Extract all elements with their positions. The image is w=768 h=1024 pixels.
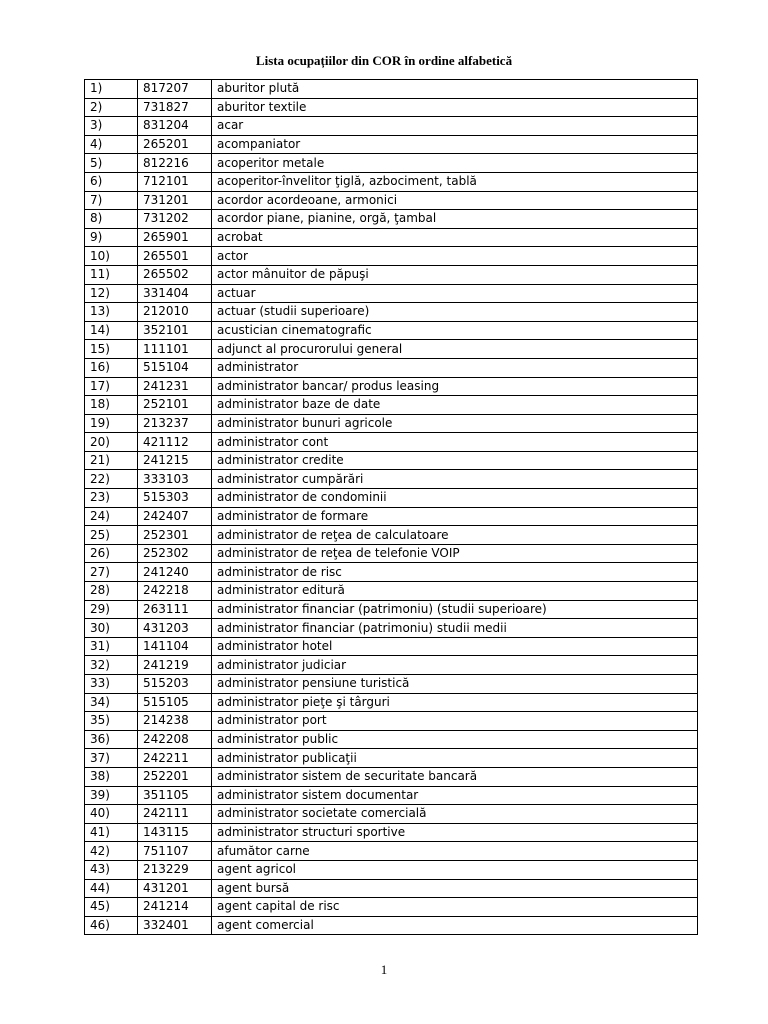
occupation-name-cell: administrator port bbox=[212, 712, 698, 731]
cor-code-cell: 213237 bbox=[138, 414, 212, 433]
row-index-cell: 18) bbox=[85, 396, 138, 415]
row-index-cell: 14) bbox=[85, 321, 138, 340]
occupation-name-cell: acordor acordeoane, armonici bbox=[212, 191, 698, 210]
occupation-name-cell: acompaniator bbox=[212, 135, 698, 154]
occupation-name-cell: administrator de condominii bbox=[212, 489, 698, 508]
cor-code-cell: 241240 bbox=[138, 563, 212, 582]
row-index-cell: 19) bbox=[85, 414, 138, 433]
occupation-name-cell: aburitor plută bbox=[212, 80, 698, 99]
occupation-name-cell: acrobat bbox=[212, 228, 698, 247]
cor-code-cell: 263111 bbox=[138, 600, 212, 619]
table-row bbox=[85, 321, 698, 340]
cor-code-cell: 265201 bbox=[138, 135, 212, 154]
cor-code-cell: 242208 bbox=[138, 730, 212, 749]
table-row bbox=[85, 358, 698, 377]
row-index-cell: 2) bbox=[85, 98, 138, 117]
table-row bbox=[85, 786, 698, 805]
table-row bbox=[85, 303, 698, 322]
row-index-cell: 44) bbox=[85, 879, 138, 898]
occupation-name-cell: aburitor textile bbox=[212, 98, 698, 117]
table-row bbox=[85, 433, 698, 452]
row-index-cell: 26) bbox=[85, 544, 138, 563]
occupation-name-cell: administrator pieţe şi târguri bbox=[212, 693, 698, 712]
row-index-cell: 39) bbox=[85, 786, 138, 805]
table-row bbox=[85, 414, 698, 433]
cor-code-cell: 143115 bbox=[138, 823, 212, 842]
cor-code-cell: 241231 bbox=[138, 377, 212, 396]
row-index-cell: 22) bbox=[85, 470, 138, 489]
cor-code-cell: 265502 bbox=[138, 265, 212, 284]
occupation-name-cell: adjunct al procurorului general bbox=[212, 340, 698, 359]
occupation-name-cell: administrator de reţea de calculatoare bbox=[212, 526, 698, 545]
occupation-name-cell: agent comercial bbox=[212, 916, 698, 935]
occupation-name-cell: administrator de reţea de telefonie VOIP bbox=[212, 544, 698, 563]
row-index-cell: 12) bbox=[85, 284, 138, 303]
occupation-name-cell: administrator structuri sportive bbox=[212, 823, 698, 842]
table-row bbox=[85, 284, 698, 303]
occupation-name-cell: administrator baze de date bbox=[212, 396, 698, 415]
table-row bbox=[85, 898, 698, 917]
row-index-cell: 15) bbox=[85, 340, 138, 359]
row-index-cell: 41) bbox=[85, 823, 138, 842]
table-row bbox=[85, 117, 698, 136]
occupation-name-cell: actor bbox=[212, 247, 698, 266]
cor-code-cell: 515104 bbox=[138, 358, 212, 377]
occupation-name-cell: agent capital de risc bbox=[212, 898, 698, 917]
row-index-cell: 32) bbox=[85, 656, 138, 675]
occupation-name-cell: administrator societate comercială bbox=[212, 805, 698, 824]
row-index-cell: 35) bbox=[85, 712, 138, 731]
table-row bbox=[85, 377, 698, 396]
cor-code-cell: 213229 bbox=[138, 860, 212, 879]
cor-code-cell: 331404 bbox=[138, 284, 212, 303]
occupation-name-cell: administrator de risc bbox=[212, 563, 698, 582]
row-index-cell: 36) bbox=[85, 730, 138, 749]
occupation-name-cell: actuar (studii superioare) bbox=[212, 303, 698, 322]
row-index-cell: 45) bbox=[85, 898, 138, 917]
cor-code-cell: 111101 bbox=[138, 340, 212, 359]
cor-code-cell: 515203 bbox=[138, 675, 212, 694]
cor-code-cell: 242218 bbox=[138, 582, 212, 601]
cor-code-cell: 241219 bbox=[138, 656, 212, 675]
table-row bbox=[85, 805, 698, 824]
occupation-name-cell: acoperitor-învelitor ţiglă, azbociment, tablă bbox=[212, 172, 698, 191]
table-row bbox=[85, 730, 698, 749]
row-index-cell: 4) bbox=[85, 135, 138, 154]
occupation-name-cell: administrator financiar (patrimoniu) studii medii bbox=[212, 619, 698, 638]
row-index-cell: 13) bbox=[85, 303, 138, 322]
table-row bbox=[85, 191, 698, 210]
row-index-cell: 38) bbox=[85, 767, 138, 786]
table-row bbox=[85, 489, 698, 508]
cor-code-cell: 332401 bbox=[138, 916, 212, 935]
table-row bbox=[85, 656, 698, 675]
occupation-name-cell: acoperitor metale bbox=[212, 154, 698, 173]
row-index-cell: 42) bbox=[85, 842, 138, 861]
page-title: Lista ocupațiilor din COR în ordine alfabetică bbox=[255, 53, 513, 68]
cor-code-cell: 421112 bbox=[138, 433, 212, 452]
cor-code-cell: 241215 bbox=[138, 451, 212, 470]
occupation-name-cell: actor mânuitor de păpuşi bbox=[212, 265, 698, 284]
occupation-name-cell: acordor piane, pianine, orgă, ţambal bbox=[212, 210, 698, 229]
cor-code-cell: 252301 bbox=[138, 526, 212, 545]
cor-code-cell: 817207 bbox=[138, 80, 212, 99]
table-row bbox=[85, 693, 698, 712]
occupation-name-cell: administrator bancar/ produs leasing bbox=[212, 377, 698, 396]
table-row bbox=[85, 98, 698, 117]
table-row bbox=[85, 582, 698, 601]
cor-code-cell: 351105 bbox=[138, 786, 212, 805]
occupation-name-cell: acar bbox=[212, 117, 698, 136]
row-index-cell: 33) bbox=[85, 675, 138, 694]
row-index-cell: 28) bbox=[85, 582, 138, 601]
table-row bbox=[85, 396, 698, 415]
table-row bbox=[85, 842, 698, 861]
row-index-cell: 40) bbox=[85, 805, 138, 824]
table-row bbox=[85, 340, 698, 359]
table-row bbox=[85, 637, 698, 656]
occupation-name-cell: administrator judiciar bbox=[212, 656, 698, 675]
cor-code-cell: 831204 bbox=[138, 117, 212, 136]
occupation-name-cell: administrator credite bbox=[212, 451, 698, 470]
row-index-cell: 11) bbox=[85, 265, 138, 284]
occupation-name-cell: agent agricol bbox=[212, 860, 698, 879]
table-row bbox=[85, 80, 698, 99]
row-index-cell: 20) bbox=[85, 433, 138, 452]
occupation-name-cell: administrator cont bbox=[212, 433, 698, 452]
row-index-cell: 34) bbox=[85, 693, 138, 712]
cor-code-cell: 352101 bbox=[138, 321, 212, 340]
occupation-name-cell: afumător carne bbox=[212, 842, 698, 861]
table-row bbox=[85, 563, 698, 582]
table-row bbox=[85, 749, 698, 768]
row-index-cell: 24) bbox=[85, 507, 138, 526]
table-row bbox=[85, 767, 698, 786]
row-index-cell: 30) bbox=[85, 619, 138, 638]
row-index-cell: 25) bbox=[85, 526, 138, 545]
cor-code-cell: 252302 bbox=[138, 544, 212, 563]
row-index-cell: 8) bbox=[85, 210, 138, 229]
table-row bbox=[85, 265, 698, 284]
row-index-cell: 21) bbox=[85, 451, 138, 470]
occupation-name-cell: administrator sistem documentar bbox=[212, 786, 698, 805]
table-row bbox=[85, 916, 698, 935]
table-row bbox=[85, 526, 698, 545]
table-row bbox=[85, 712, 698, 731]
table-row bbox=[85, 675, 698, 694]
cor-code-cell: 212010 bbox=[138, 303, 212, 322]
row-index-cell: 23) bbox=[85, 489, 138, 508]
cor-code-cell: 242211 bbox=[138, 749, 212, 768]
table-row bbox=[85, 860, 698, 879]
occupation-name-cell: administrator hotel bbox=[212, 637, 698, 656]
cor-code-cell: 141104 bbox=[138, 637, 212, 656]
cor-code-cell: 242407 bbox=[138, 507, 212, 526]
cor-code-cell: 515105 bbox=[138, 693, 212, 712]
cor-code-cell: 515303 bbox=[138, 489, 212, 508]
row-index-cell: 17) bbox=[85, 377, 138, 396]
cor-code-cell: 431203 bbox=[138, 619, 212, 638]
row-index-cell: 27) bbox=[85, 563, 138, 582]
table-row bbox=[85, 823, 698, 842]
table-row bbox=[85, 210, 698, 229]
cor-code-cell: 812216 bbox=[138, 154, 212, 173]
table-row bbox=[85, 544, 698, 563]
table-row bbox=[85, 451, 698, 470]
row-index-cell: 5) bbox=[85, 154, 138, 173]
occupation-name-cell: administrator pensiune turistică bbox=[212, 675, 698, 694]
occupation-name-cell: administrator public bbox=[212, 730, 698, 749]
row-index-cell: 31) bbox=[85, 637, 138, 656]
row-index-cell: 7) bbox=[85, 191, 138, 210]
row-index-cell: 16) bbox=[85, 358, 138, 377]
occupation-name-cell: administrator publicaţii bbox=[212, 749, 698, 768]
table-row bbox=[85, 619, 698, 638]
occupation-name-cell: agent bursă bbox=[212, 879, 698, 898]
row-index-cell: 9) bbox=[85, 228, 138, 247]
cor-code-cell: 265901 bbox=[138, 228, 212, 247]
cor-code-cell: 751107 bbox=[138, 842, 212, 861]
occupation-name-cell: administrator cumpărări bbox=[212, 470, 698, 489]
row-index-cell: 10) bbox=[85, 247, 138, 266]
cor-code-cell: 252201 bbox=[138, 767, 212, 786]
table-row bbox=[85, 879, 698, 898]
table-row bbox=[85, 247, 698, 266]
row-index-cell: 43) bbox=[85, 860, 138, 879]
cor-code-cell: 252101 bbox=[138, 396, 212, 415]
occupation-name-cell: administrator bunuri agricole bbox=[212, 414, 698, 433]
cor-code-cell: 731201 bbox=[138, 191, 212, 210]
occupations-table-body bbox=[85, 80, 698, 935]
row-index-cell: 3) bbox=[85, 117, 138, 136]
cor-code-cell: 265501 bbox=[138, 247, 212, 266]
occupation-name-cell: administrator bbox=[212, 358, 698, 377]
occupation-name-cell: administrator sistem de securitate bancară bbox=[212, 767, 698, 786]
cor-code-cell: 214238 bbox=[138, 712, 212, 731]
table-row bbox=[85, 507, 698, 526]
cor-code-cell: 712101 bbox=[138, 172, 212, 191]
cor-code-cell: 242111 bbox=[138, 805, 212, 824]
page-number: 1 bbox=[380, 962, 388, 977]
cor-code-cell: 333103 bbox=[138, 470, 212, 489]
table-row bbox=[85, 600, 698, 619]
cor-code-cell: 731202 bbox=[138, 210, 212, 229]
row-index-cell: 1) bbox=[85, 80, 138, 99]
occupation-name-cell: administrator financiar (patrimoniu) (studii superioare) bbox=[212, 600, 698, 619]
cor-code-cell: 731827 bbox=[138, 98, 212, 117]
occupation-name-cell: actuar bbox=[212, 284, 698, 303]
cor-code-cell: 241214 bbox=[138, 898, 212, 917]
occupation-name-cell: acustician cinematografic bbox=[212, 321, 698, 340]
cor-code-cell: 431201 bbox=[138, 879, 212, 898]
table-row bbox=[85, 135, 698, 154]
occupations-table bbox=[84, 79, 698, 935]
row-index-cell: 37) bbox=[85, 749, 138, 768]
row-index-cell: 46) bbox=[85, 916, 138, 935]
table-row bbox=[85, 154, 698, 173]
row-index-cell: 29) bbox=[85, 600, 138, 619]
table-row bbox=[85, 228, 698, 247]
occupation-name-cell: administrator editură bbox=[212, 582, 698, 601]
table-row bbox=[85, 172, 698, 191]
table-row bbox=[85, 470, 698, 489]
occupation-name-cell: administrator de formare bbox=[212, 507, 698, 526]
row-index-cell: 6) bbox=[85, 172, 138, 191]
